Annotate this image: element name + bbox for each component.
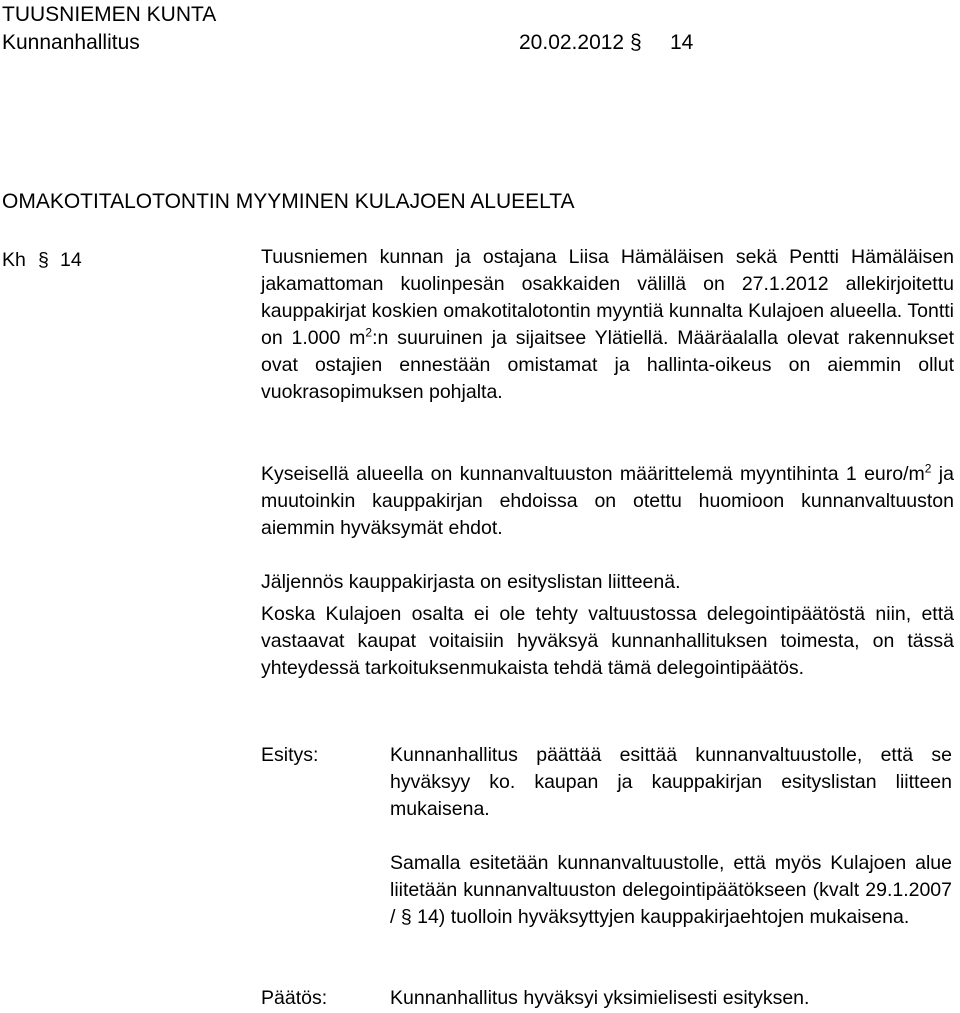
paragraph-text: Samalla esitetään kunnanvaltuustolle, että myös Kulajoen alue liitetään kunnanvaltuuston delegointipäätökseen (kvalt 29.1.2007 / — [390, 852, 952, 928]
proposal-text: Kunnanhallitus päättää esittää kunnanvaltuustolle, että se hyväksyy ko. kaupan ja kauppakirjan esityslistan liitteen mukaisena. — [390, 744, 952, 820]
municipality-name: TUUSNIEMEN KUNTA — [2, 3, 217, 26]
section-symbol: § — [400, 906, 412, 928]
paragraph-background — [261, 244, 954, 406]
item-label — [2, 247, 82, 273]
paragraph-text: Jäljennös kauppakirjasta on esityslistan liitteenä. — [261, 571, 681, 593]
header-meta — [2, 30, 702, 56]
paragraph-text: ja muutoinkin kauppakirjan ehdoissa on otettu huomioon kunnanvaltuuston aiemmin hyväksymät ehdot. — [261, 463, 954, 539]
item-number: 14 — [60, 249, 82, 271]
item-prefix: Kh — [2, 249, 26, 271]
paragraph-text: :n suuruinen ja sijaitsee Ylätiellä. Määräalalla olevat rakennukset ovat ostajien ennestään omistamat ja hallinta-oikeus on aiemmin ollut vuokrasopimuksen pohjalta. — [261, 327, 954, 403]
paragraph-text: 14) tuolloin hyväksyttyjen kauppakirjaehtojen mukaisena. — [411, 906, 910, 928]
proposal-label: Esitys: — [261, 744, 319, 766]
body-name: Kunnanhallitus — [2, 31, 140, 54]
paragraph-text: Tuusniemen kunnan ja ostajana Liisa Hämäläisen sekä Pentti Hämäläisen jakamattoman kuolinpesän osakkaiden välillä on 27.1.2012 allekirjoitettu kauppakirjat koskien omakotitalotontin myyntiä kunnalta Kulajoen alueella. Tontti on 1.000 m — [261, 246, 954, 349]
decision-label: Päätös: — [261, 987, 328, 1009]
meeting-date: 20.02.2012 — [519, 31, 625, 54]
paragraph-text: Koska Kulajoen osalta ei ole tehty valtuustossa delegointipäätöstä niin, että vastaavat kaupat voitaisiin hyväksyä kunnanhallituksen toimesta, on tässä yhteydessä tarkoituksenmukaista tehdä tämä delegointipäätös. — [261, 603, 954, 679]
decision-text: Kunnanhallitus hyväksyi yksimielisesti esityksen. — [390, 987, 810, 1009]
section-symbol: § — [630, 31, 642, 54]
item-section-symbol: § — [38, 249, 49, 271]
paragraph-text: Kyseisellä alueella on kunnanvaltuuston määrittelemä myyntihinta 1 euro/m — [261, 463, 925, 485]
paragraph-price — [261, 461, 954, 542]
superscript: 2 — [924, 461, 932, 476]
section-number: 14 — [670, 31, 694, 54]
proposal-additional-text — [390, 850, 952, 931]
document-title: OMAKOTITALOTONTIN MYYMINEN KULAJOEN ALUEELTA — [2, 190, 575, 213]
superscript: 2 — [365, 325, 373, 340]
paragraph-attachment — [261, 569, 954, 682]
